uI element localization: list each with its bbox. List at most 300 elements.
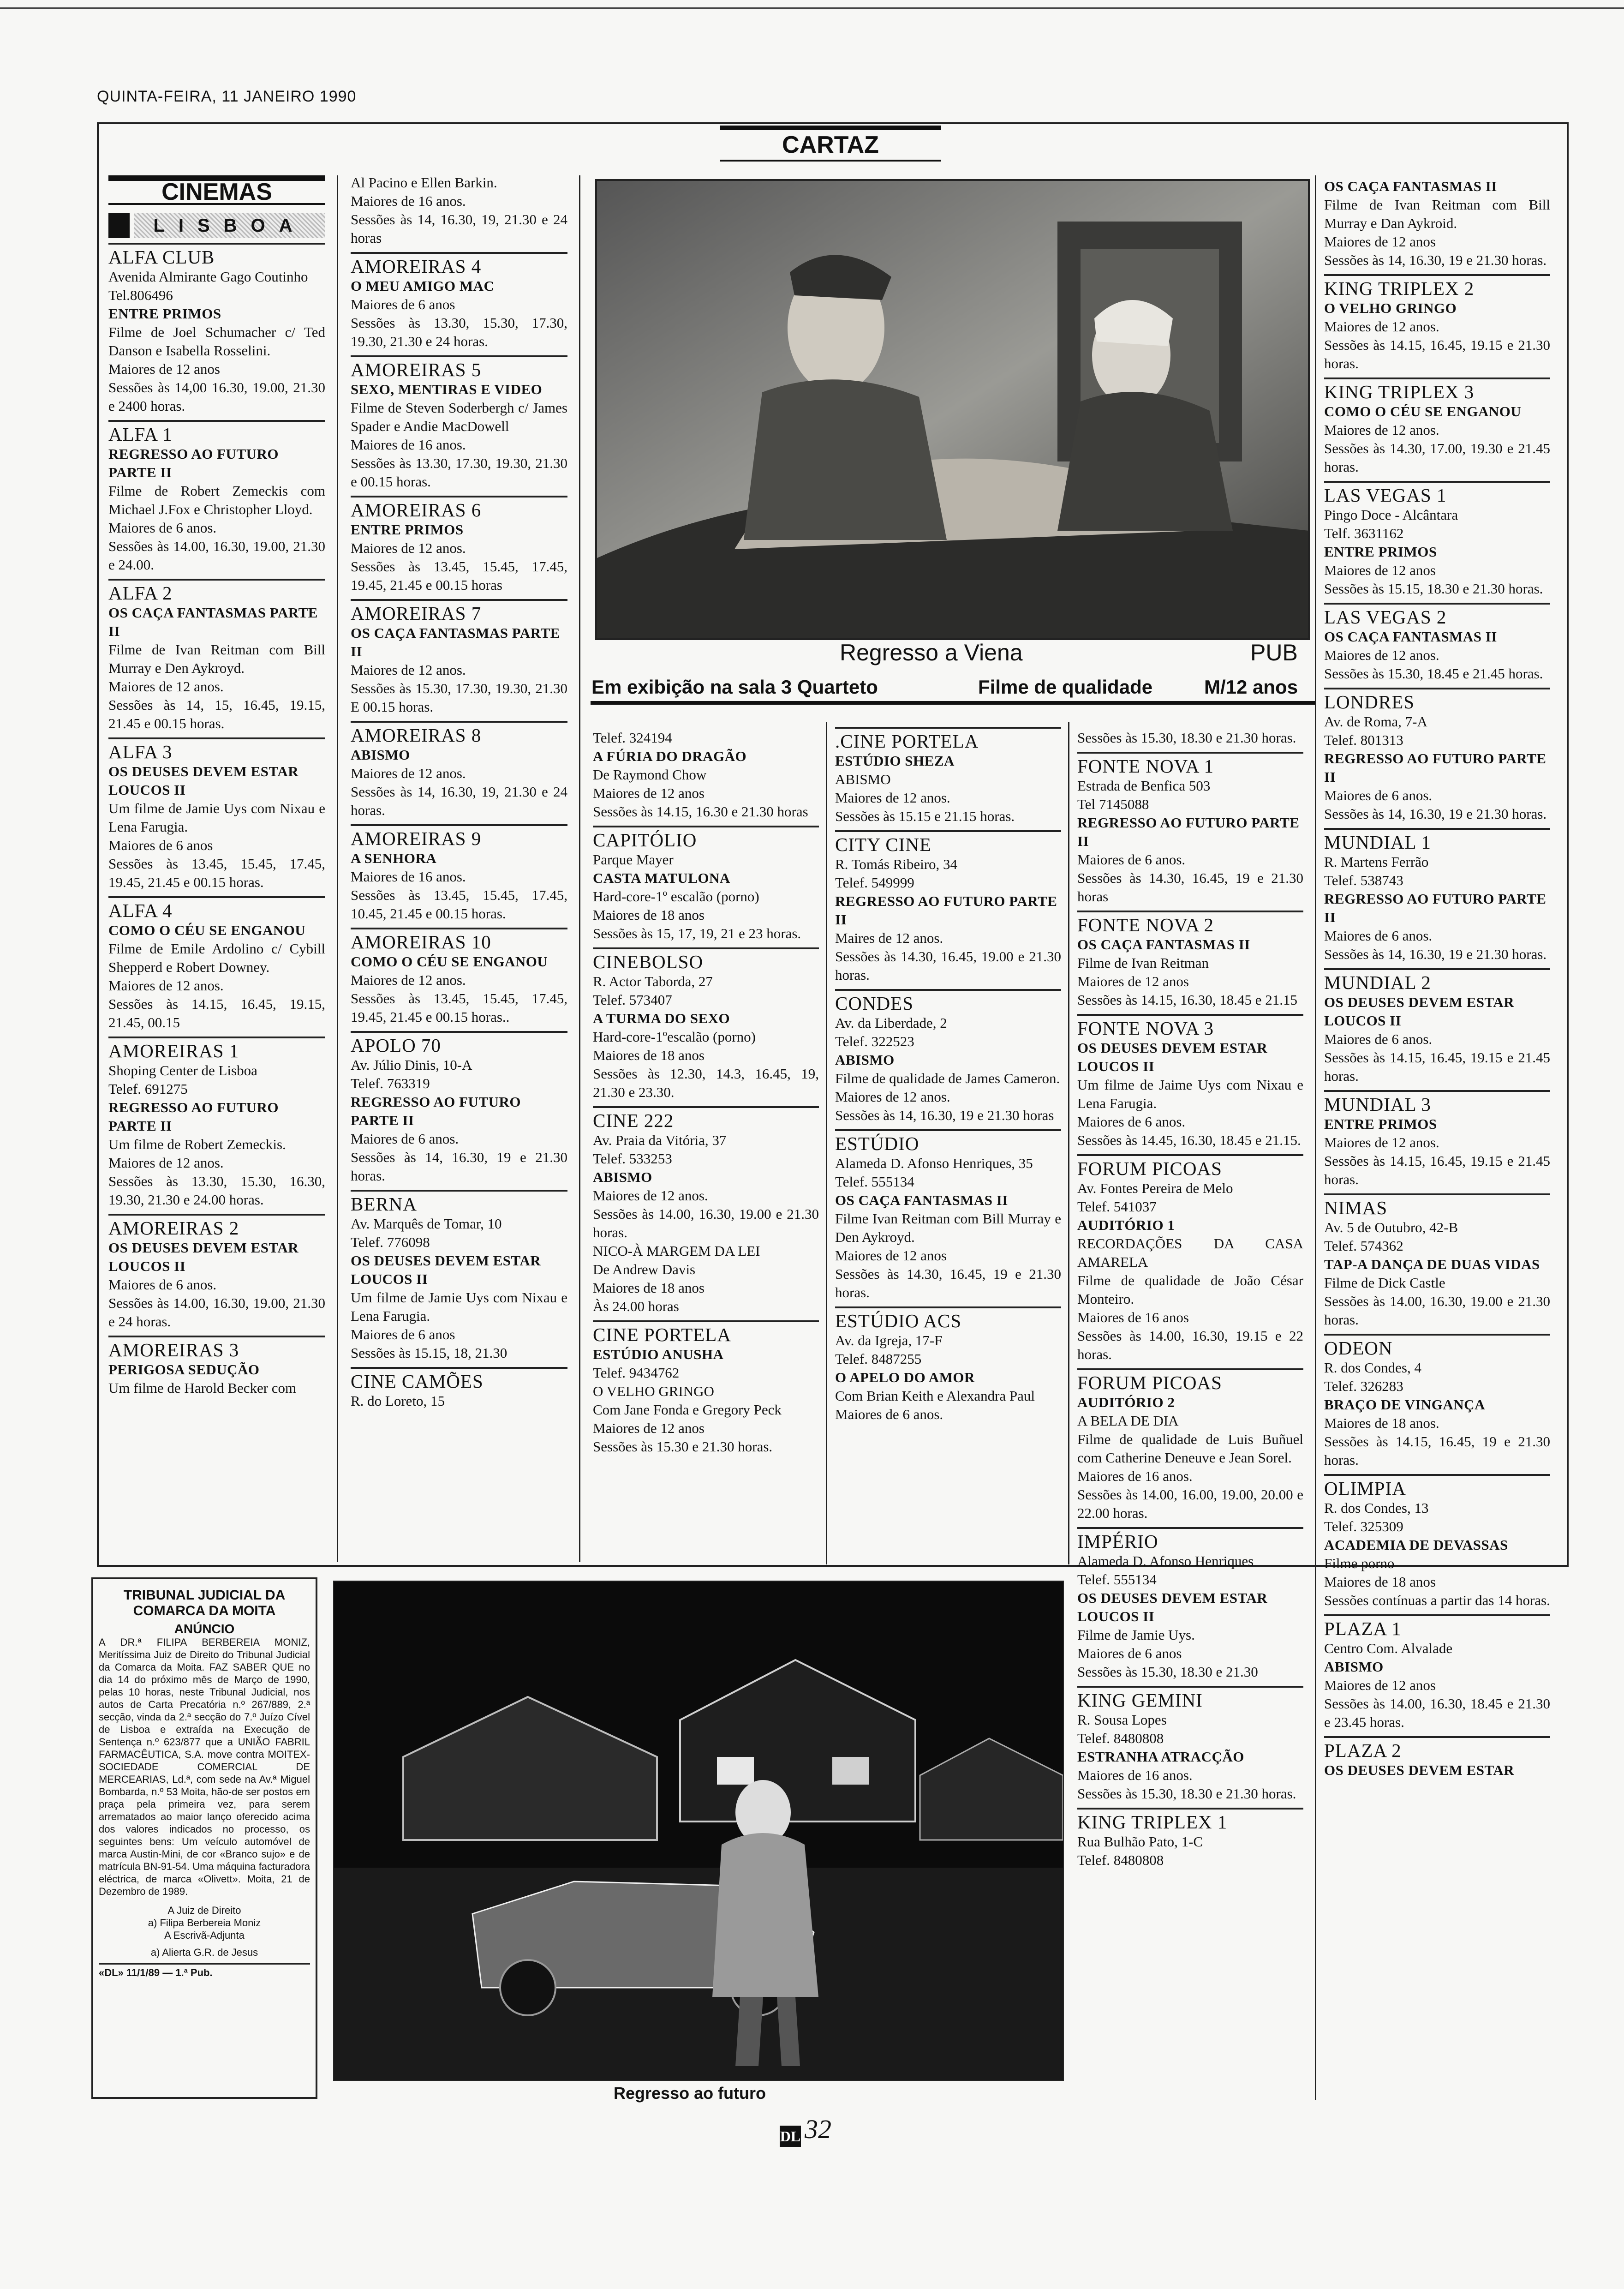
cinema-name: FORUM PICOAS — [1077, 1158, 1222, 1179]
film-detail: Maiores de 16 anos. — [351, 193, 466, 209]
column-divider — [826, 722, 827, 1564]
cinema-address: Telef. 574362 — [1324, 1238, 1403, 1254]
film-detail: Sessões às 14.00, 16.30, 19.00, 21.30 e 24.00. — [108, 538, 325, 573]
cinema-name: ESTÚDIO — [835, 1133, 919, 1154]
listing-column-2 — [351, 172, 567, 1415]
cinema-name: KING TRIPLEX 2 — [1324, 278, 1475, 299]
cinema-address: Telef. 325309 — [1324, 1518, 1403, 1534]
cinema-name: NIMAS — [1324, 1197, 1388, 1218]
cinema-name: AMOREIRAS 8 — [351, 725, 482, 746]
film-detail: Maiores de 18 anos — [593, 1047, 705, 1063]
court-notice-sign1: A Juiz de Direito — [167, 1905, 241, 1916]
film-detail: Um filme de Jaime Uys com Nixau e Lena Farugia. — [1077, 1077, 1303, 1111]
cinema-address: Pingo Doce - Alcântara — [1324, 507, 1458, 523]
film-title: ESTÚDIO SHEZA — [835, 753, 955, 769]
cinema-address: R. Martens Ferrão — [1324, 854, 1429, 870]
film-detail: Maiores de 12 anos — [1324, 234, 1436, 250]
cinema-address: R. dos Condes, 13 — [1324, 1500, 1429, 1516]
cinema-listing — [835, 989, 1061, 1125]
court-notice-sign4: a) Alierta G.R. de Jesus — [150, 1947, 258, 1958]
cinema-address: Av. Praia da Vitória, 37 — [593, 1132, 727, 1148]
film-detail: O VELHO GRINGO — [593, 1383, 714, 1399]
newspaper-logo: DL — [780, 2126, 801, 2147]
cinema-address: R. Sousa Lopes — [1077, 1712, 1167, 1728]
movie-photo-regresso-ao-futuro — [333, 1581, 1064, 2081]
photo1-quality: Filme de qualidade — [978, 676, 1153, 698]
cinema-name: .CINE PORTELA — [835, 731, 979, 752]
film-title: ABISMO — [593, 1169, 652, 1185]
cinema-name: CINE PORTELA — [593, 1324, 731, 1345]
film-title: OS DEUSES DEVEM ESTAR — [1324, 1762, 1515, 1778]
cinema-listing — [835, 830, 1061, 984]
film-detail: Filme de qualidade de Luis Buñuel com Catherine Deneuve e Jean Sorel. — [1077, 1431, 1303, 1466]
film-title: OS DEUSES DEVEM ESTAR LOUCOS II — [1077, 1040, 1268, 1074]
film-detail: Maiores de 6 anos. — [351, 1131, 459, 1147]
column-divider — [1068, 722, 1069, 1564]
film-title: REGRESSO AO FUTURO PARTE II — [835, 893, 1057, 928]
cinema-listing — [108, 1336, 325, 1397]
film-detail: Maiores de 6 anos — [351, 296, 455, 312]
film-title: OS CAÇA FANTASMAS II — [1324, 629, 1497, 645]
film-detail: Sessões às 14.00, 16.30, 19.00, 21.30 e 24 horas. — [108, 1295, 325, 1330]
cinema-address: Tel 7145088 — [1077, 796, 1149, 812]
photo2-caption: Regresso ao futuro — [614, 2084, 766, 2103]
cinema-name: MUNDIAL 3 — [1324, 1094, 1431, 1115]
film-detail: Hard-core-1ºescalão (porno) — [593, 1029, 756, 1045]
film-detail: Sessões às 14.45, 16.30, 18.45 e 21.15. — [1077, 1132, 1301, 1148]
cinema-address: Telf. 3631162 — [1324, 525, 1404, 541]
cinema-listing — [1324, 1090, 1550, 1189]
cinema-listing — [108, 1037, 325, 1209]
film-detail: Maiores de 16 anos. — [351, 869, 466, 885]
film-title: CASTA MATULONA — [593, 870, 730, 886]
cinema-address: R. dos Condes, 4 — [1324, 1360, 1421, 1376]
listing-column-5 — [1077, 727, 1303, 1874]
cinema-listing — [1324, 481, 1550, 598]
cinema-address: R. Tomás Ribeiro, 34 — [835, 856, 958, 872]
cinema-listing — [1077, 1154, 1303, 1364]
cinema-address: Centro Com. Alvalade — [1324, 1640, 1453, 1656]
film-detail: Maiores de 6 anos. — [1077, 851, 1186, 868]
film-detail: Sessões às 14, 16.30, 19, 21.30 e 24 horas — [351, 211, 567, 246]
film-detail: Sessões às 14.30, 16.45, 19 e 21.30 horas. — [835, 1266, 1061, 1300]
court-notice-sign3: A Escrivã-Adjunta — [164, 1929, 245, 1941]
cinema-listing — [1077, 1527, 1303, 1681]
film-detail: Sessões às 14.00, 16.00, 19.00, 20.00 e 22.00 horas. — [1077, 1486, 1303, 1521]
film-detail: Filme de Joel Schumacher c/ Ted Danson e Isabella Rosselini. — [108, 324, 325, 359]
film-detail: Sessões às 14.15, 16.30, 18.45 e 21.15 — [1077, 992, 1298, 1008]
film-detail: Maiores de 12 anos. — [835, 1089, 950, 1105]
top-rule — [0, 0, 1624, 9]
film-title: O VELHO GRINGO — [1324, 300, 1457, 316]
cinema-address: Telef. 691275 — [108, 1081, 188, 1097]
film-detail: Filme de qualidade de James Cameron. — [835, 1070, 1060, 1086]
film-title: OS DEUSES DEVEM ESTAR LOUCOS II — [1324, 994, 1515, 1029]
film-detail: Hard-core-1º escalão (porno) — [593, 888, 759, 905]
film-detail: Filme de qualidade de João César Monteiro. — [1077, 1272, 1303, 1307]
film-detail: Maiores de 6 anos. — [1077, 1114, 1186, 1130]
film-detail: Sessões às 14, 16.30, 19 e 21.30 horas — [835, 1107, 1054, 1123]
court-notice-sign2: a) Filipa Berbereia Moniz — [148, 1917, 261, 1929]
cinema-name: CINE CAMÕES — [351, 1371, 484, 1392]
film-detail: Com Jane Fonda e Gregory Peck — [593, 1402, 782, 1418]
cinema-listing — [1324, 968, 1550, 1085]
film-title: AUDITÓRIO 1 — [1077, 1217, 1175, 1233]
film-title: ABISMO — [835, 1052, 895, 1068]
cinema-name: CITY CINE — [835, 834, 932, 855]
cinema-listing — [1324, 274, 1550, 373]
film-title: PERIGOSA SEDUÇÃO — [108, 1361, 260, 1378]
film-detail: Sessões às 15.30, 17.30, 19.30, 21.30 E 00.15 horas. — [351, 680, 567, 715]
film-detail: Maiores de 18 anos — [593, 907, 705, 923]
film-detail: Um filme de Robert Zemeckis. — [108, 1136, 286, 1152]
cinema-listing — [351, 1031, 567, 1185]
film-detail: Sessões às 12.30, 14.3, 16.45, 19, 21.30 e 23.30. — [593, 1066, 819, 1100]
cinema-listing — [351, 355, 567, 491]
cinema-address: Telef. 538743 — [1324, 872, 1403, 888]
film-detail: RECORDAÇÕES DA CASA AMARELA — [1077, 1235, 1303, 1270]
film-title: O APELO DO AMOR — [835, 1369, 975, 1385]
film-detail: Sessões às 15, 17, 19, 21 e 23 horas. — [593, 925, 801, 941]
cinema-listing — [835, 1306, 1061, 1424]
film-detail: Maiores de 12 anos — [593, 1420, 705, 1436]
court-notice-heading: ANÚNCIO — [174, 1622, 235, 1636]
film-detail: Um filme de Jamie Uys com Nixau e Lena Farugia. — [108, 800, 325, 835]
film-detail: Maiores de 16 anos — [1077, 1309, 1189, 1325]
cinema-name: ALFA 1 — [108, 424, 173, 445]
film-detail: Filme Ivan Reitman com Bill Murray e Den Aykroyd. — [835, 1210, 1061, 1245]
film-detail: Maiores de 6 anos. — [835, 1406, 943, 1422]
film-title: COMO O CÉU SE ENGANOU — [1324, 403, 1522, 419]
cinema-name: PLAZA 2 — [1324, 1740, 1402, 1761]
cinema-listing — [351, 1367, 567, 1410]
film-detail: Sessões às 13.30, 17.30, 19.30, 21.30 e 00.15 horas. — [351, 455, 567, 490]
cinema-address: Av. Júlio Dinis, 10-A — [351, 1057, 472, 1073]
photo1-rating: M/12 anos — [1204, 676, 1298, 698]
cinema-listing — [593, 826, 819, 943]
film-detail: Maiores de 12 anos — [1077, 973, 1189, 989]
cinema-address: Av. da Liberdade, 2 — [835, 1015, 947, 1031]
cinema-listing — [1324, 1614, 1550, 1732]
film-detail: Sessões contínuas a partir das 14 horas. — [1324, 1592, 1550, 1608]
film-detail: Sessões às 14.00, 16.30, 19.00 e 21.30 horas. — [593, 1206, 819, 1240]
film-detail: Maiores de 12 anos. — [351, 972, 466, 988]
cinema-address: Telef. 8487255 — [835, 1351, 922, 1367]
cinema-name: ESTÚDIO ACS — [835, 1310, 962, 1331]
cinema-name: AMOREIRAS 6 — [351, 499, 482, 521]
cinema-name: ALFA 4 — [108, 900, 173, 921]
cinema-name: MUNDIAL 1 — [1324, 832, 1431, 853]
film-detail: Maiores de 18 anos — [593, 1280, 705, 1296]
film-detail: Maiores de 12 anos. — [108, 977, 224, 994]
film-detail: Maiores de 12 anos — [108, 361, 220, 377]
cinema-name: FORUM PICOAS — [1077, 1372, 1222, 1393]
film-detail: Sessões às 14, 16.30, 19, 21.30 e 24 horas. — [351, 784, 567, 818]
film-title: COMO O CÉU SE ENGANOU — [351, 953, 548, 970]
cinema-listing — [1077, 727, 1303, 747]
page-number: 32 — [805, 2114, 831, 2144]
page-footer — [780, 2114, 831, 2147]
film-detail: Sessões às 13.45, 15.45, 17.45, 19.45, 21.45 e 00.15 horas. — [108, 856, 325, 890]
cinema-name: AMOREIRAS 7 — [351, 603, 482, 624]
film-detail: Sessões às 14, 16.30, 19 e 21.30 horas. — [1324, 806, 1547, 822]
film-detail: Maiores de 12 anos. — [108, 1155, 224, 1171]
film-title: OS CAÇA FANTASMAS II — [1324, 178, 1497, 194]
listing-column-6 — [1324, 175, 1550, 1784]
cinema-address: Av. 5 de Outubro, 42-B — [1324, 1219, 1458, 1235]
film-detail: Sessões às 14.15, 16.45, 19.15 e 21.30 horas. — [1324, 337, 1550, 372]
film-title: OS CAÇA FANTASMAS PARTE II — [351, 625, 560, 659]
cinema-name: AMOREIRAS 9 — [351, 828, 482, 849]
film-title: ESTÚDIO ANUSHA — [593, 1346, 724, 1362]
cinema-name: FONTE NOVA 3 — [1077, 1018, 1214, 1039]
cinema-name: LAS VEGAS 1 — [1324, 485, 1447, 506]
cinema-address: Av. Fontes Pereira de Melo — [1077, 1180, 1233, 1196]
cinema-name: LONDRES — [1324, 691, 1415, 713]
film-title: TAP-A DANÇA DE DUAS VIDAS — [1324, 1256, 1540, 1272]
film-title: OS DEUSES DEVEM ESTAR LOUCOS II — [1077, 1590, 1268, 1624]
cinema-address: Telef. 8480808 — [1077, 1730, 1164, 1746]
cinema-name: PLAZA 1 — [1324, 1618, 1402, 1639]
cinema-listing — [351, 721, 567, 820]
film-title: ENTRE PRIMOS — [1324, 1116, 1437, 1132]
cinema-name: OLIMPIA — [1324, 1478, 1406, 1499]
cinema-name: CINEBOLSO — [593, 951, 704, 972]
film-title: REGRESSO AO FUTURO PARTE II — [1324, 750, 1546, 785]
film-detail: Maiores de 16 anos. — [1077, 1767, 1193, 1783]
film-detail: De Raymond Chow — [593, 767, 707, 783]
cinema-listing — [108, 243, 325, 415]
film-title: OS DEUSES DEVEM ESTAR LOUCOS II — [351, 1252, 541, 1287]
film-detail: Sessões às 15.15, 18.30 e 21.30 horas. — [1324, 581, 1543, 597]
film-title: REGRESSO AO FUTURO PARTE II — [108, 446, 279, 480]
film-detail: Maiores de 12 anos. — [593, 1187, 708, 1204]
film-detail: Maiores de 16 anos. — [1077, 1468, 1193, 1484]
column-divider — [1315, 175, 1316, 2100]
film-title: REGRESSO AO FUTURO PARTE II — [351, 1094, 521, 1128]
cinema-name: CAPITÓLIO — [593, 829, 697, 851]
film-title: COMO O CÉU SE ENGANOU — [108, 922, 306, 938]
film-detail: Filme de Robert Zemeckis com Michael J.Fox e Christopher Lloyd. — [108, 483, 325, 517]
cinema-address: Av. de Roma, 7-A — [1324, 713, 1427, 730]
cinema-name: FONTE NOVA 1 — [1077, 755, 1214, 777]
film-detail: Sessões às 14.15, 16.45, 19 e 21.30 horas. — [1324, 1433, 1550, 1468]
film-detail: Sessões às 15.30 e 21.30 horas. — [593, 1438, 773, 1455]
film-detail: Sessões às 14,00 16.30, 19.00, 21.30 e 2400 horas. — [108, 379, 325, 414]
section-title: CARTAZ — [720, 126, 941, 162]
film-title: REGRESSO AO FUTURO PARTE II — [1324, 891, 1546, 925]
city-banner — [108, 213, 325, 238]
cinema-address: Telef. 763319 — [351, 1075, 430, 1091]
cinema-name: APOLO 70 — [351, 1035, 441, 1056]
court-notice-footer: «DL» 11/1/89 — 1.ª Pub. — [99, 1963, 310, 1979]
film-title: OS DEUSES DEVEM ESTAR LOUCOS II — [108, 1240, 299, 1274]
court-notice-box — [91, 1577, 317, 2099]
cinema-address: Av. Marquês de Tomar, 10 — [351, 1216, 502, 1232]
cinema-listing — [108, 896, 325, 1032]
film-title: A FÚRIA DO DRAGÃO — [593, 748, 747, 764]
cinema-listing — [1077, 1014, 1303, 1150]
cinema-listing — [1324, 688, 1550, 823]
photo1-caption-row — [595, 639, 1308, 667]
film-title: BRAÇO DE VINGANÇA — [1324, 1396, 1485, 1413]
film-detail: Maiores de 12 anos — [1324, 1677, 1436, 1693]
film-title: OS DEUSES DEVEM ESTAR LOUCOS II — [108, 763, 299, 798]
cinema-name: ALFA 2 — [108, 582, 173, 604]
cinema-listing — [1324, 828, 1550, 964]
film-title: AUDITÓRIO 2 — [1077, 1394, 1175, 1410]
cinema-name: ODEON — [1324, 1337, 1393, 1359]
cinema-listing — [593, 947, 819, 1102]
film-title: A SENHORA — [351, 850, 437, 866]
film-detail: Sessões às 14.15, 16.45, 19.15 e 21.45 horas. — [1324, 1049, 1550, 1084]
film-detail: Maiores de 16 anos. — [351, 437, 466, 453]
cinema-listing — [1324, 1736, 1550, 1780]
film-detail: Sessões às 14, 16.30, 19 e 21.30 horas. — [1324, 946, 1547, 962]
cinema-name: AMOREIRAS 10 — [351, 931, 491, 953]
cinema-name: ALFA 3 — [108, 741, 173, 762]
film-detail: Às 24.00 horas — [593, 1298, 679, 1314]
film-detail: Maiores de 6 anos. — [108, 1276, 217, 1293]
film-detail: Maiores de 12 anos — [835, 1247, 947, 1264]
cinema-address: R. Actor Taborda, 27 — [593, 973, 713, 989]
film-detail: Sessões às 14.30, 16.45, 19 e 21.30 horas — [1077, 870, 1303, 905]
film-detail: Maiores de 12 anos. — [835, 790, 950, 806]
film-detail: Sessões às 15.30, 18.45 e 21.45 horas. — [1324, 665, 1543, 682]
film-detail: Sessões às 14, 16.30, 19 e 21.30 horas. — [351, 1149, 567, 1184]
cinema-name: CONDES — [835, 993, 914, 1014]
film-detail: Sessões às 13.30, 15.30, 16.30, 19.30, 21.30 e 24.00 horas. — [108, 1173, 325, 1208]
film-detail: NICO-À MARGEM DA LEI — [593, 1243, 760, 1259]
cinemas-heading: CINEMAS — [108, 175, 325, 205]
film-detail: Filme de Steven Soderbergh c/ James Spader e Andie MacDowell — [351, 400, 567, 434]
film-title: OS CAÇA FANTASMAS II — [1077, 936, 1250, 953]
cinema-listing — [1077, 1808, 1303, 1870]
cinema-listing — [1077, 1686, 1303, 1803]
photo1-showing: Em exibição na sala 3 Quarteto — [591, 676, 878, 698]
cinema-address: Avenida Almirante Gago Coutinho Tel.806496 — [108, 269, 308, 303]
film-detail: Sessões às 13.45, 15.45, 17.45, 19.45, 21.45 e 00.15 horas.. — [351, 990, 567, 1025]
cinema-listing — [351, 1190, 567, 1362]
cinema-listing — [1077, 1368, 1303, 1522]
cinema-address: Telef. 324194 — [593, 730, 672, 746]
film-detail: Telef. 9434762 — [593, 1365, 680, 1381]
film-detail: Sessões às 14.00, 16.30, 19.00 e 21.30 horas. — [1324, 1293, 1550, 1328]
cinema-listing — [1324, 1474, 1550, 1610]
cinema-listing — [1077, 911, 1303, 1009]
film-title: OS CAÇA FANTASMAS II — [835, 1192, 1008, 1208]
movie-photo-regresso-a-viena — [595, 179, 1310, 640]
cinema-listing — [351, 599, 567, 716]
column-divider — [579, 175, 580, 1562]
cinema-address: Alameda D. Afonso Henriques — [1077, 1553, 1254, 1569]
cinema-name: AMOREIRAS 2 — [108, 1217, 239, 1239]
cinema-listing — [351, 496, 567, 594]
film-detail: Maires de 12 anos. — [835, 930, 943, 946]
cinema-name: AMOREIRAS 3 — [108, 1339, 239, 1360]
cinema-name: MUNDIAL 2 — [1324, 972, 1431, 993]
cinema-listing — [351, 928, 567, 1026]
cinema-listing — [1324, 1334, 1550, 1469]
cinema-name: AMOREIRAS 5 — [351, 359, 482, 380]
cinema-address: Telef. 573407 — [593, 992, 672, 1008]
film-detail: Sessões às 14, 15, 16.45, 19.15, 21.45 e 00.15 horas. — [108, 697, 325, 731]
cinema-name: BERNA — [351, 1193, 417, 1215]
film-detail: Maiores de 6 anos — [351, 1326, 455, 1342]
cinema-listing — [593, 1106, 819, 1316]
listing-column-1 — [108, 175, 325, 1402]
film-detail: Sessões às 15.30, 18.30 e 21.30 — [1077, 1664, 1258, 1680]
film-detail: Sessões às 13.45, 15.45, 17.45, 10.45, 21.45 e 00.15 horas. — [351, 887, 567, 922]
film-detail: Sessões às 14.00, 16.30, 18.45 e 21.30 e 23.45 horas. — [1324, 1696, 1550, 1730]
film-detail: Maiores de 12 anos. — [1324, 422, 1439, 438]
cinema-name: KING TRIPLEX 1 — [1077, 1811, 1228, 1833]
film-title: ESTRANHA ATRACÇÃO — [1077, 1749, 1244, 1765]
film-detail: Sessões às 14.15, 16.45, 19.15 e 21.45 horas. — [1324, 1153, 1550, 1187]
photo1-caption: Regresso a Viena — [840, 640, 1023, 665]
cinema-address: Av. da Igreja, 17-F — [835, 1332, 943, 1348]
film-detail: Sessões às 15.15 e 21.15 horas. — [835, 808, 1015, 824]
cinema-listing — [593, 1320, 819, 1456]
cinema-listing — [835, 727, 1061, 826]
listing-column-3 — [593, 727, 819, 1461]
cinema-address: Shoping Center de Lisboa — [108, 1062, 257, 1079]
date-line: QUINTA-FEIRA, 11 JANEIRO 1990 — [97, 88, 357, 105]
cinema-name: KING TRIPLEX 3 — [1324, 381, 1475, 402]
listing-column-4 — [835, 727, 1061, 1428]
film-detail: Com Brian Keith e Alexandra Paul — [835, 1388, 1035, 1404]
film-detail: Maiores de 18 anos. — [1324, 1415, 1439, 1431]
film-detail: Sessões às 14.30, 17.00, 19.30 e 21.45 horas. — [1324, 440, 1550, 475]
film-detail: Filme porno — [1324, 1555, 1395, 1571]
film-detail: Maiores de 12 anos. — [108, 678, 224, 695]
film-detail: Maiores de 18 anos — [1324, 1574, 1436, 1590]
film-detail: Maiores de 6 anos — [108, 837, 213, 853]
film-detail: Filme de Emile Ardolino c/ Cybill Shepperd e Robert Downey. — [108, 941, 325, 975]
cinema-address: Telef. 555134 — [1077, 1571, 1157, 1588]
cinema-address: Telef. 541037 — [1077, 1198, 1157, 1215]
cinema-name: AMOREIRAS 1 — [108, 1040, 239, 1061]
cinema-name: IMPÉRIO — [1077, 1531, 1158, 1552]
film-title: SEXO, MENTIRAS E VIDEO — [351, 381, 543, 397]
cinema-listing — [1324, 1193, 1550, 1329]
film-detail: Filme de Ivan Reitman com Bill Murray e Den Aykroyd. — [108, 641, 325, 676]
cinema-listing — [108, 1214, 325, 1331]
cinema-name: LAS VEGAS 2 — [1324, 606, 1447, 628]
film-detail: Sessões às 14, 16.30, 19 e 21.30 horas. — [1324, 252, 1547, 268]
film-detail: Maiores de 6 anos. — [108, 520, 217, 536]
cinema-address: Telef. 326283 — [1324, 1378, 1403, 1394]
cinema-listing — [351, 824, 567, 923]
film-detail: Sessões às 14.00, 16.30, 19.15 e 22 horas. — [1077, 1328, 1303, 1362]
film-detail: Sessões às 15.15, 18, 21.30 — [351, 1345, 508, 1361]
cinema-listing — [108, 579, 325, 733]
cinema-listing — [351, 172, 567, 247]
film-detail: A BELA DE DIA — [1077, 1413, 1179, 1429]
film-detail: Filme de Ivan Reitman com Bill Murray e Dan Aykroid. — [1324, 197, 1550, 231]
film-title: ABISMO — [1324, 1659, 1384, 1675]
film-title: OS CAÇA FANTASMAS PARTE II — [108, 605, 318, 639]
film-detail: Maiores de 6 anos. — [1324, 787, 1433, 803]
cinema-address: Telef. 8480808 — [1077, 1852, 1164, 1868]
film-detail: ABISMO — [835, 771, 891, 787]
cinema-name: CINE 222 — [593, 1110, 674, 1131]
cinema-listing — [835, 1129, 1061, 1302]
photo-soldier-woman-image — [596, 180, 1309, 639]
cinema-address: Alameda D. Afonso Henriques, 35 — [835, 1155, 1033, 1171]
cinema-name: KING GEMINI — [1077, 1690, 1203, 1711]
cinema-listing — [1077, 752, 1303, 906]
